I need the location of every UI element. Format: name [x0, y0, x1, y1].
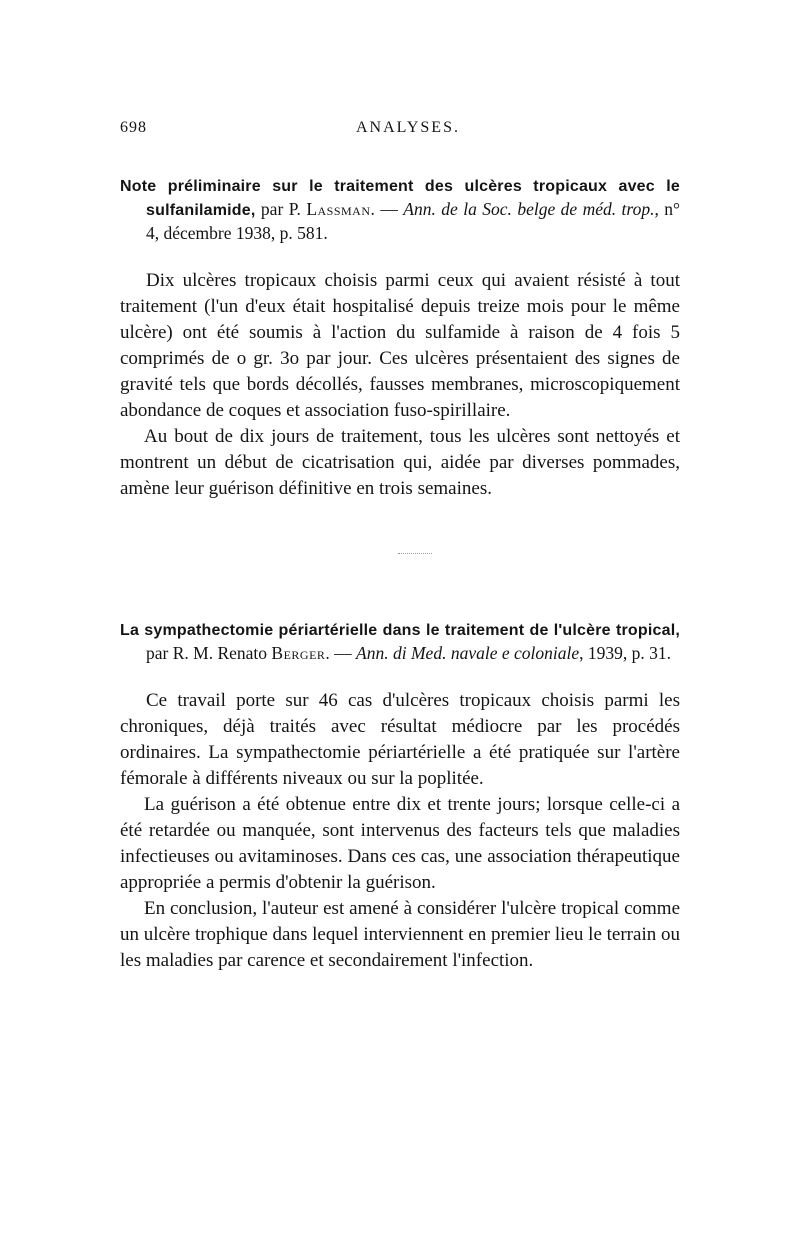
entry-title	[120, 618, 680, 664]
paragraph: Dix ulcères tropicaux choisis parmi ceux qui avaient résisté à tout traitement (l'un d'eux était hospitalisé depuis treize mois pour le même ulcère) ont été soumis à l'action du sulfamide à raison de 4 fois 5 comprimés de o gr. 3o par jour. Ces ulcères présentaient des signes de gravité tels que bords décollés, fausses membranes, microscopiquement abondance de coques et association fuso-spirillaire.	[120, 270, 680, 421]
page-header	[120, 119, 680, 143]
section-separator	[398, 553, 432, 554]
entry-body	[120, 268, 680, 502]
paragraph: Ce travail porte sur 46 cas d'ulcères tropicaux choisis parmi les chroniques, déjà traités avec résultat médiocre par les procédés ordinaires. La sympathectomie périartérielle a été pratiquée sur l'artère fémorale à différents niveaux ou sur la poplitée.	[120, 690, 680, 789]
entry-title	[120, 174, 680, 244]
page-number: 698	[120, 119, 147, 136]
entry-title-text: Note préliminaire sur le traitement des ulcères tropicaux avec le sulfanilamide,	[120, 178, 680, 219]
paragraph: Au bout de dix jours de traitement, tous les ulcères sont nettoyés et montrent un début de cicatrisation qui, aidée par diverses pommades, amène leur guérison définitive en trois semaines.	[120, 426, 680, 499]
entry-title-text: La sympathectomie périartérielle dans le traitement de l'ulcère tropical,	[120, 622, 680, 639]
entry-author: Lassman	[306, 199, 371, 219]
entry-author: Berger	[271, 643, 326, 663]
entry-citation: , 1939, p. 31.	[579, 643, 671, 663]
paragraph: En conclusion, l'auteur est amené à considérer l'ulcère tropical comme un ulcère trophique dans lequel interviennent en premier lieu le terrain ou les maladies par carence et secondairement l'infection.	[120, 898, 680, 971]
entry-citation: , n° 4, décembre 1938, p. 581.	[146, 199, 681, 243]
entry-by: par R. M. Renato	[146, 643, 272, 663]
paragraph: La guérison a été obtenue entre dix et trente jours; lorsque celle-ci a été retardée ou manquée, sont intervenus des facteurs tels que maladies infectieuses ou avitaminoses. Dans ces cas, une association thérapeutique appropriée a permis d'obtenir la guérison.	[120, 794, 680, 893]
entry-journal: Ann. de la Soc. belge de méd. trop.	[403, 199, 655, 219]
entry-by: par P.	[255, 199, 307, 219]
review-entry	[120, 174, 680, 502]
entry-dash: . —	[325, 643, 357, 663]
entry-body	[120, 688, 680, 974]
running-head: ANALYSES.	[356, 119, 460, 136]
entry-dash: . —	[370, 199, 404, 219]
entry-journal: Ann. di Med. navale e coloniale	[356, 643, 580, 663]
review-entry	[120, 618, 680, 974]
